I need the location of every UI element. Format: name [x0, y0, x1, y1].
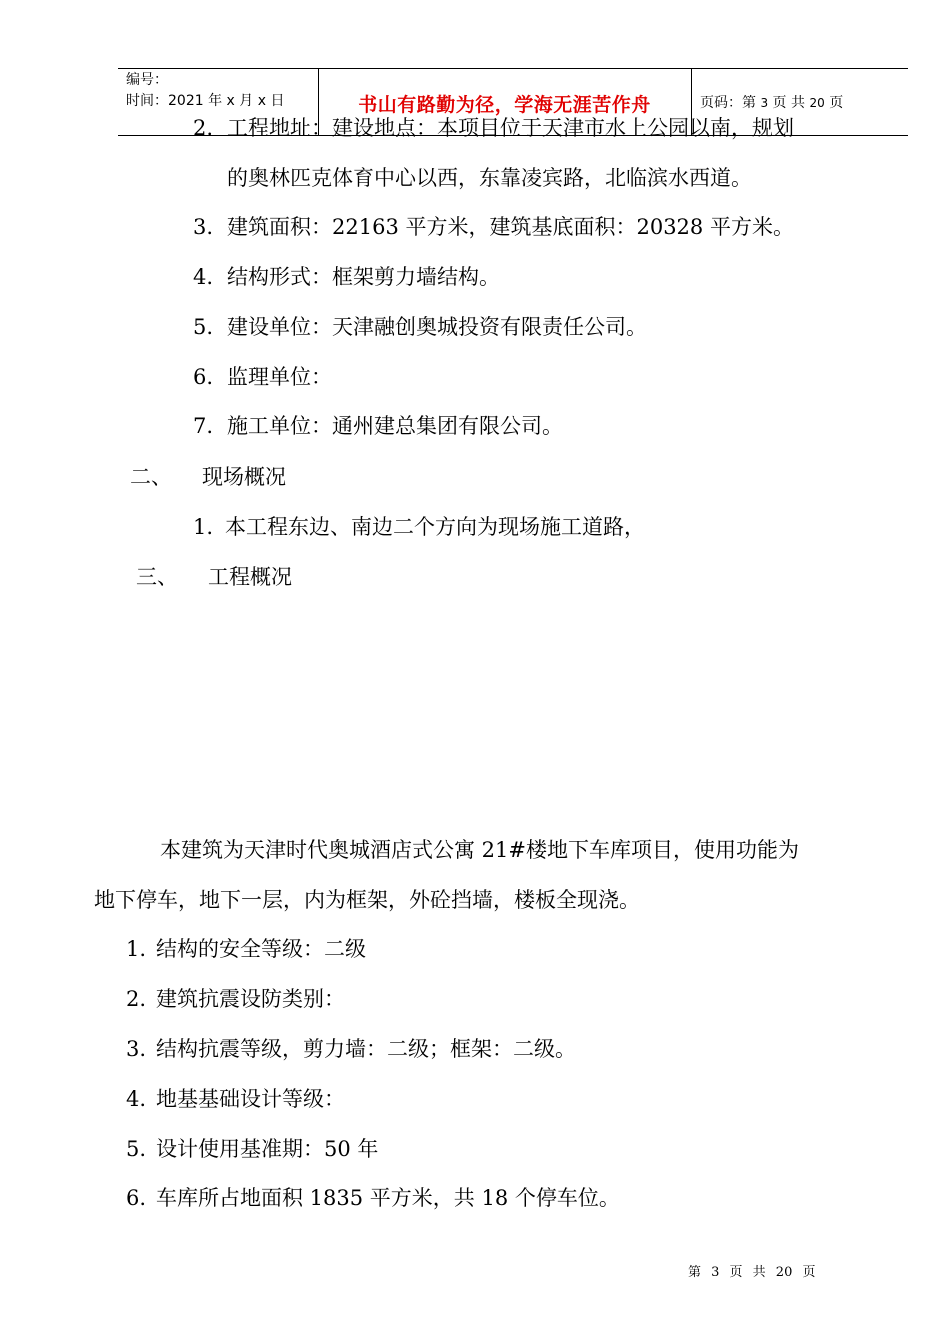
list-item-text: 施工单位：通州建总集团有限公司。 [227, 414, 563, 438]
list-item-number: 7. [193, 414, 214, 438]
list-item [193, 263, 500, 291]
list-item [126, 1135, 378, 1163]
list-item-continuation [227, 164, 752, 192]
list-item-number: 1. [193, 515, 214, 539]
list-item-number: 2. [193, 116, 214, 140]
list-item-text: 本工程东边、南边二个方向为现场施工道路， [225, 515, 645, 539]
paragraph-line: 本建筑为天津时代奥城酒店式公寓 21#楼地下车库项目，使用功能为 [160, 838, 799, 862]
list-item [126, 1035, 576, 1063]
list-item-text: 车库所占地面积 1835 平方米，共 18 个停车位。 [156, 1186, 620, 1210]
list-item-text: 结构抗震等级，剪力墙：二级；框架：二级。 [156, 1037, 576, 1061]
list-item-number: 4. [193, 265, 214, 289]
header-page-suffix: 页 [829, 95, 844, 111]
list-item-text: 结构形式：框架剪力墙结构。 [227, 265, 500, 289]
section-title: 现场概况 [202, 465, 286, 489]
section-number: 二、 [130, 465, 172, 489]
header-number-label: 编号： [126, 72, 168, 88]
list-item-text: 设计使用基准期：50 年 [156, 1137, 379, 1161]
header-page-total: 20 [809, 96, 825, 110]
header-motto: 书山有路勤为径，学海无涯苦作舟 [358, 94, 651, 116]
list-item [193, 513, 645, 541]
list-item [126, 1184, 620, 1212]
paragraph-line: 地下停车，地下一层，内为框架，外砼挡墙，楼板全现浇。 [94, 888, 640, 912]
list-item [193, 313, 647, 341]
list-item-text: 建筑面积：22163 平方米，建筑基底面积：20328 平方米。 [227, 215, 794, 239]
list-item-text: 建设单位：天津融创奥城投资有限责任公司。 [227, 315, 647, 339]
list-item-text: 建筑抗震设防类别： [156, 987, 345, 1011]
section-number: 三、 [136, 565, 178, 589]
page-footer: 第 3 页 共 20 页 [688, 1265, 816, 1280]
list-item-text: 结构的安全等级：二级 [156, 937, 366, 961]
list-item-number: 1. [126, 937, 147, 961]
list-item [193, 213, 794, 241]
header-meta [126, 70, 284, 112]
list-item-number: 5. [126, 1137, 147, 1161]
list-item [126, 935, 366, 963]
header-time-label: 时间：2021 年 x 月 x 日 [126, 93, 285, 109]
list-item-number: 4. [126, 1087, 147, 1111]
list-item [193, 363, 332, 391]
header-top-rule [118, 68, 908, 69]
header-page-prefix: 页码：第 [700, 95, 756, 111]
list-item-text: 工程地址：建设地点：本项目位于天津市水上公园以南，规划 [227, 116, 794, 140]
header-page-mid: 页 共 [772, 95, 805, 111]
list-item-number: 6. [126, 1186, 147, 1210]
header-page-info [700, 92, 843, 112]
list-item-text: 监理单位： [227, 365, 332, 389]
list-item-number: 3. [126, 1037, 147, 1061]
section-title: 工程概况 [208, 565, 292, 589]
section-heading [130, 463, 286, 491]
list-item [126, 985, 345, 1013]
section-heading [136, 563, 292, 591]
list-item-number: 2. [126, 987, 147, 1011]
list-item-number: 6. [193, 365, 214, 389]
list-item [193, 114, 794, 142]
list-item [126, 1085, 345, 1113]
list-item-number: 5. [193, 315, 214, 339]
list-item-text: 地基基础设计等级： [156, 1087, 345, 1111]
list-item-text: 的奥林匹克体育中心以西，东靠凌宾路，北临滨水西道。 [227, 166, 752, 190]
list-item [193, 412, 563, 440]
header-page-current: 3 [760, 96, 769, 110]
list-item-number: 3. [193, 215, 214, 239]
